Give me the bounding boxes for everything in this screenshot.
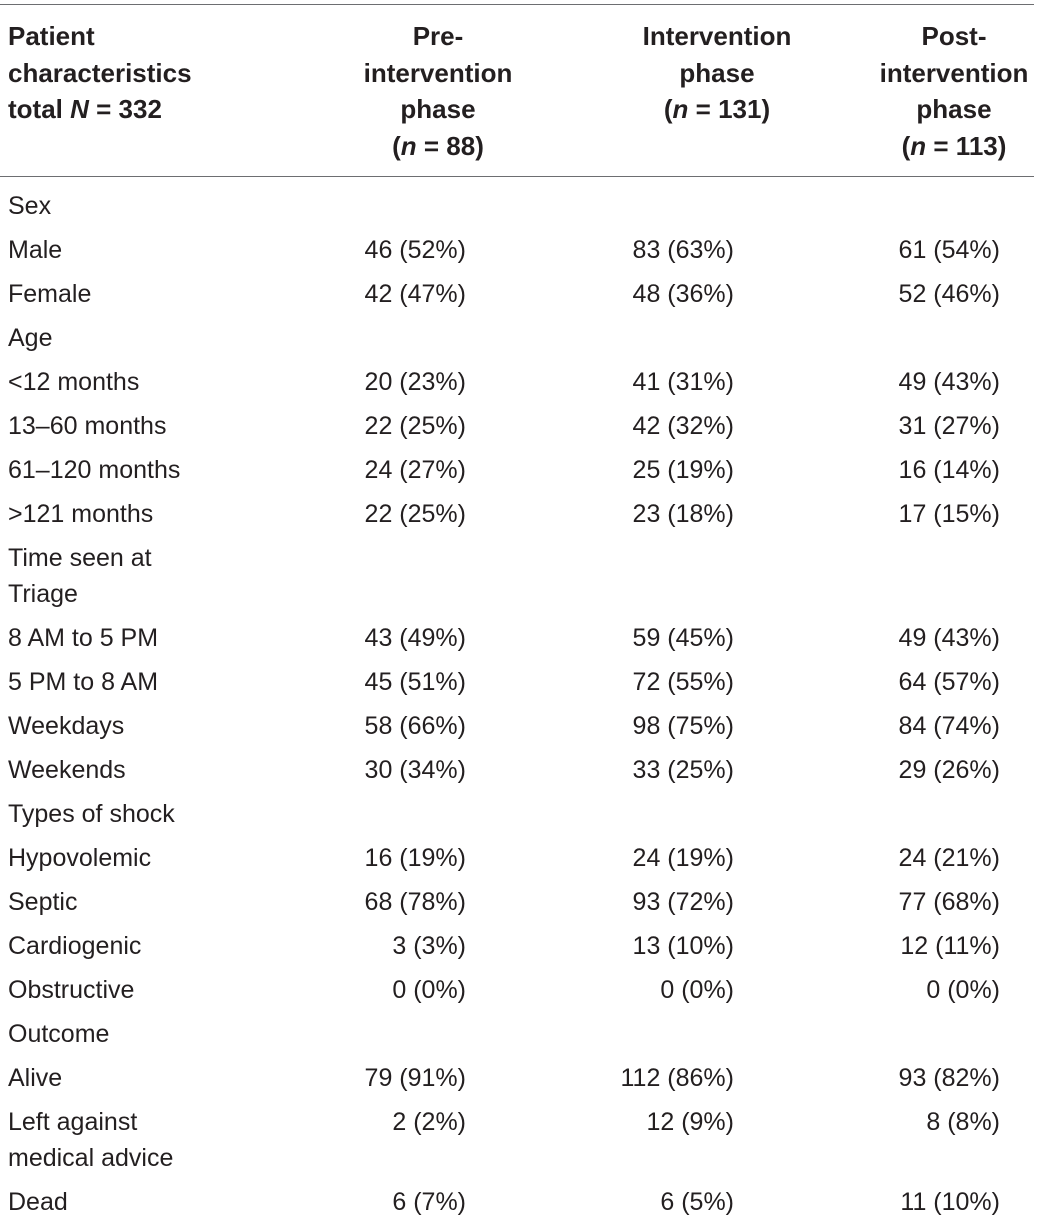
table-row — [0, 1100, 1034, 1180]
table-row — [0, 360, 1034, 404]
cell-intervention: 83 (63%) — [632, 236, 734, 264]
table-row-section-age — [0, 316, 1034, 360]
cell-pre: 79 (91%) — [364, 1064, 466, 1092]
cell-pre — [300, 316, 530, 360]
cell-pre: 2 (2%) — [392, 1108, 466, 1136]
cell-intervention — [530, 536, 814, 616]
table-row — [0, 1056, 1034, 1100]
table-row-section-time-seen — [0, 536, 1034, 616]
header-post-intervention: Post- intervention phase (n = 113) — [879, 21, 1029, 161]
row-label: Septic — [8, 888, 78, 916]
table-row — [0, 748, 1034, 792]
table-row-section-outcome — [0, 1012, 1034, 1056]
cell-post — [814, 792, 1034, 836]
cell-pre — [300, 176, 530, 228]
header-patient-characteristics: Patient characteristics total N = 332 — [8, 21, 192, 124]
cell-pre: 58 (66%) — [364, 712, 466, 740]
cell-intervention: 98 (75%) — [632, 712, 734, 740]
cell-intervention: 12 (9%) — [646, 1108, 734, 1136]
row-label: Dead — [8, 1188, 68, 1216]
cell-intervention: 25 (19%) — [632, 456, 734, 484]
row-label: >121 months — [8, 500, 154, 528]
cell-intervention — [530, 316, 814, 360]
row-label: Sex — [8, 192, 52, 220]
row-label: Female — [8, 280, 92, 308]
header-intervention: Intervention phase (n = 131) — [642, 21, 792, 124]
table-row-section-sex — [0, 176, 1034, 228]
cell-pre: 20 (23%) — [364, 368, 466, 396]
cell-post — [814, 316, 1034, 360]
row-label: Types of shock — [8, 800, 175, 828]
row-label: Alive — [8, 1064, 63, 1092]
table-row — [0, 704, 1034, 748]
table-row — [0, 836, 1034, 880]
row-label: 61–120 months — [8, 456, 181, 484]
cell-pre: 0 (0%) — [392, 976, 466, 1004]
cell-post: 8 (8%) — [926, 1108, 1000, 1136]
cell-pre: 24 (27%) — [364, 456, 466, 484]
cell-intervention: 112 (86%) — [620, 1064, 734, 1092]
row-label: Cardiogenic — [8, 932, 142, 960]
cell-intervention: 33 (25%) — [632, 756, 734, 784]
cell-post: 49 (43%) — [898, 368, 1000, 396]
cell-pre — [300, 536, 530, 616]
row-label: Time seen at Triage — [8, 544, 152, 608]
cell-post — [814, 536, 1034, 616]
cell-post: 11 (10%) — [900, 1188, 1000, 1216]
cell-intervention — [530, 1012, 814, 1056]
cell-post: 52 (46%) — [898, 280, 1000, 308]
cell-post: 16 (14%) — [898, 456, 1000, 484]
cell-intervention: 6 (5%) — [660, 1188, 734, 1216]
row-label: Left against medical advice — [8, 1108, 174, 1172]
row-label: Male — [8, 236, 63, 264]
table-row — [0, 228, 1034, 272]
cell-pre: 22 (25%) — [364, 500, 466, 528]
row-label: Hypovolemic — [8, 844, 152, 872]
cell-post: 84 (74%) — [898, 712, 1000, 740]
cell-post: 12 (11%) — [900, 932, 1000, 960]
cell-post: 61 (54%) — [898, 236, 1000, 264]
cell-post: 24 (21%) — [898, 844, 1000, 872]
cell-pre: 6 (7%) — [392, 1188, 466, 1216]
cell-pre: 46 (52%) — [364, 236, 466, 264]
cell-post: 31 (27%) — [898, 412, 1000, 440]
cell-intervention: 93 (72%) — [632, 888, 734, 916]
table-row — [0, 924, 1034, 968]
row-label: 5 PM to 8 AM — [8, 668, 159, 696]
row-label: Weekends — [8, 756, 126, 784]
cell-intervention: 0 (0%) — [660, 976, 734, 1004]
table-row — [0, 880, 1034, 924]
cell-post: 64 (57%) — [898, 668, 1000, 696]
cell-intervention: 23 (18%) — [632, 500, 734, 528]
cell-intervention: 72 (55%) — [632, 668, 734, 696]
row-label: 13–60 months — [8, 412, 167, 440]
cell-intervention: 13 (10%) — [632, 932, 734, 960]
cell-intervention: 24 (19%) — [632, 844, 734, 872]
table-row — [0, 448, 1034, 492]
cell-pre: 30 (34%) — [364, 756, 466, 784]
cell-intervention: 42 (32%) — [632, 412, 734, 440]
cell-pre — [300, 1012, 530, 1056]
cell-pre: 22 (25%) — [364, 412, 466, 440]
cell-intervention: 59 (45%) — [632, 624, 734, 652]
row-label: Age — [8, 324, 53, 352]
header-row — [0, 0, 1034, 176]
row-label: Outcome — [8, 1020, 110, 1048]
cell-post: 29 (26%) — [898, 756, 1000, 784]
cell-pre — [300, 792, 530, 836]
cell-pre: 45 (51%) — [364, 668, 466, 696]
cell-pre: 16 (19%) — [364, 844, 466, 872]
table-row-section-types-of-shock — [0, 792, 1034, 836]
cell-intervention — [530, 176, 814, 228]
table-row — [0, 492, 1034, 536]
header-pre-intervention: Pre- intervention phase (n = 88) — [363, 21, 513, 161]
table-row — [0, 272, 1034, 316]
row-label: Obstructive — [8, 976, 135, 1004]
table-row — [0, 968, 1034, 1012]
cell-intervention: 41 (31%) — [632, 368, 734, 396]
row-label: Weekdays — [8, 712, 125, 740]
cell-pre: 68 (78%) — [364, 888, 466, 916]
table-row — [0, 616, 1034, 660]
cell-post — [814, 176, 1034, 228]
cell-post — [814, 1012, 1034, 1056]
cell-pre: 42 (47%) — [364, 280, 466, 308]
cell-post: 49 (43%) — [898, 624, 1000, 652]
cell-post: 17 (15%) — [898, 500, 1000, 528]
table-row — [0, 1180, 1034, 1224]
cell-post: 77 (68%) — [898, 888, 1000, 916]
table-row — [0, 660, 1034, 704]
row-label: 8 AM to 5 PM — [8, 624, 159, 652]
cell-post: 0 (0%) — [926, 976, 1000, 1004]
table-row — [0, 404, 1034, 448]
cell-intervention: 48 (36%) — [632, 280, 734, 308]
cell-intervention — [530, 792, 814, 836]
cell-pre: 3 (3%) — [392, 932, 466, 960]
cell-post: 93 (82%) — [898, 1064, 1000, 1092]
cell-pre: 43 (49%) — [364, 624, 466, 652]
row-label: <12 months — [8, 368, 140, 396]
